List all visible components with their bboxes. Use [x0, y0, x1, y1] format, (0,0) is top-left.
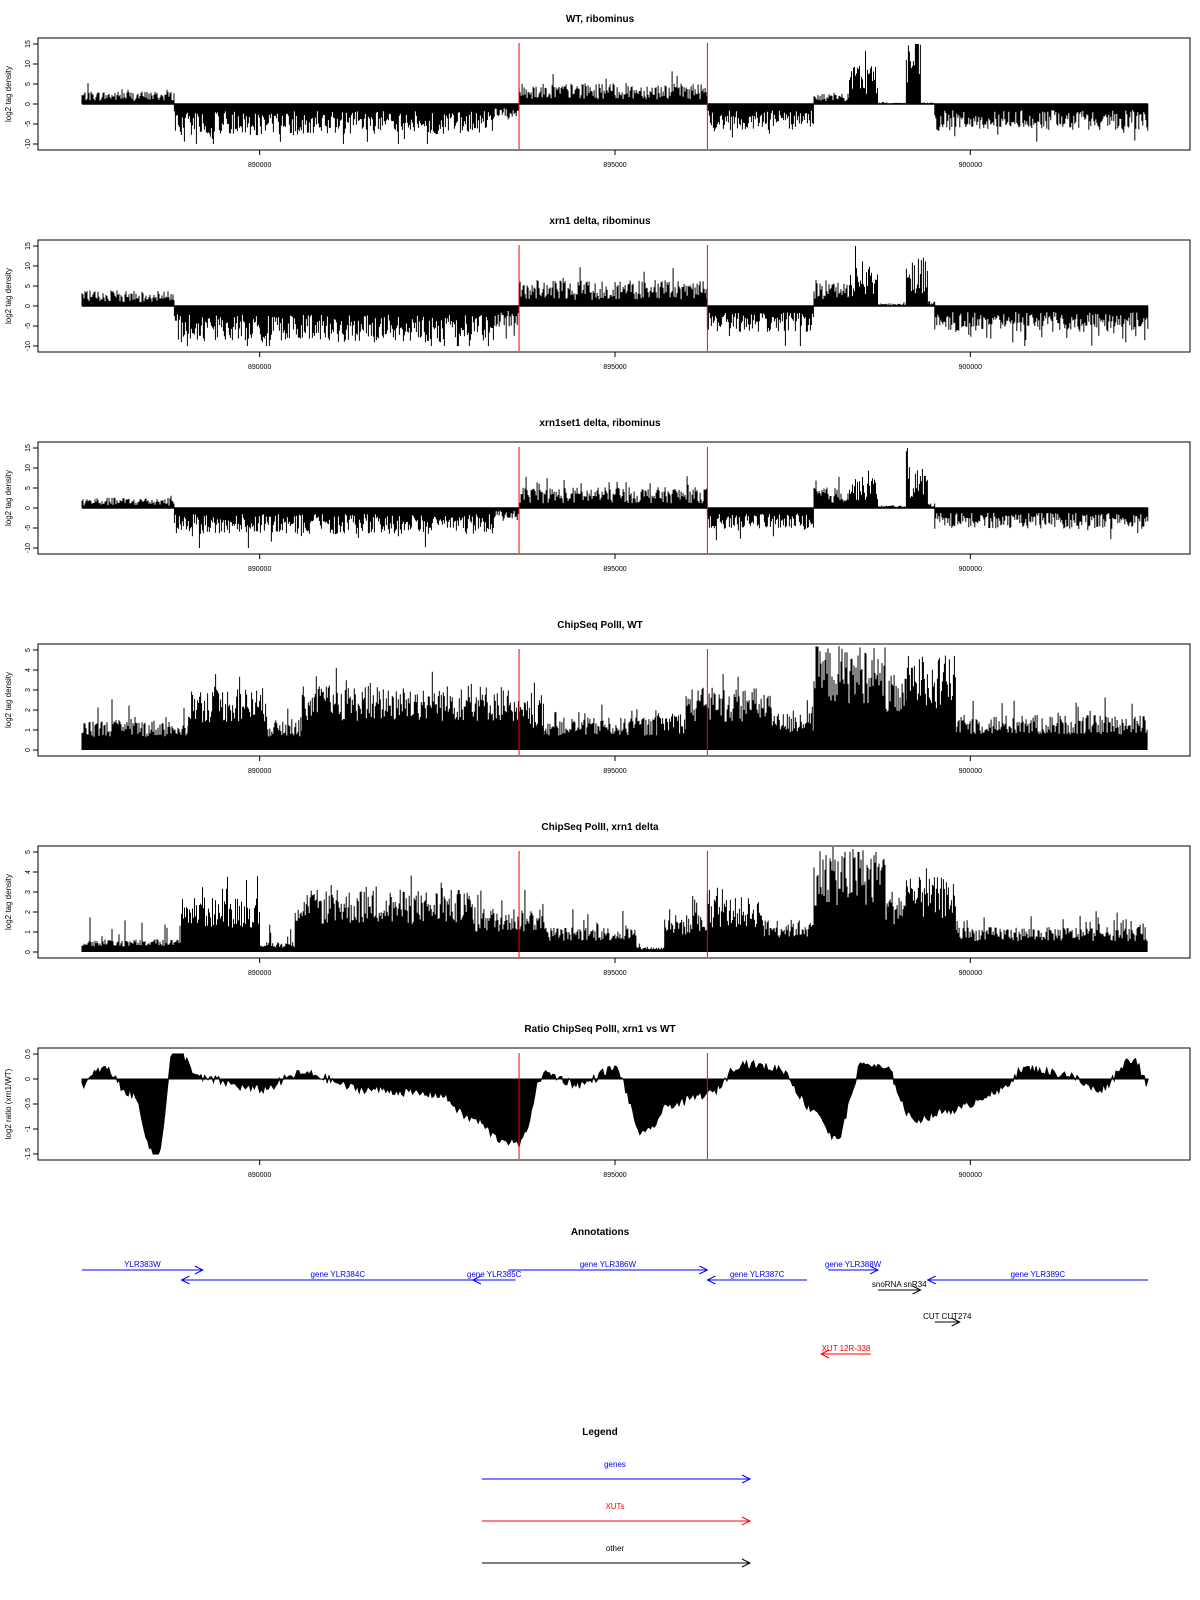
density-bars: [82, 646, 1147, 750]
annotation-other: [872, 1280, 927, 1294]
track-panel-5: [4, 822, 1190, 977]
x-tick-label: 900000: [958, 162, 983, 169]
y-tick-label: 1: [25, 930, 32, 934]
y-axis-label: log2 tag density: [4, 469, 13, 527]
annotation-gene: [928, 1270, 1148, 1284]
y-tick-label: -10: [25, 340, 32, 352]
y-tick-label: -5: [25, 120, 32, 128]
annotation-gene: [181, 1270, 494, 1284]
panel-title: ChipSeq PolII, WT: [557, 620, 643, 631]
feature-label: gene YLR389C: [1010, 1270, 1066, 1279]
y-tick-label: 15: [25, 40, 32, 48]
y-axis-label: log2 ratio (xrn1/WT): [4, 1068, 13, 1140]
y-tick-label: 15: [25, 242, 32, 250]
annotation-gene: [707, 1270, 806, 1284]
feature-label: gene YLR386W: [579, 1260, 637, 1269]
panel-title: ChipSeq PolII, xrn1 delta: [541, 822, 659, 833]
x-tick-label: 895000: [603, 162, 627, 169]
y-axis-label: log2 tag density: [4, 671, 13, 729]
legend-label: genes: [604, 1460, 626, 1469]
y-tick-label: 0: [25, 102, 32, 106]
panel-title: Ratio ChipSeq PolII, xrn1 vs WT: [524, 1024, 676, 1035]
y-tick-label: 0: [25, 950, 32, 954]
legend: [482, 1427, 750, 1567]
y-tick-label: 0: [25, 1077, 32, 1081]
y-tick-label: -5: [25, 524, 32, 532]
annotation-other: [923, 1312, 972, 1326]
y-tick-label: 1: [25, 728, 32, 732]
annotation-gene: [467, 1270, 522, 1284]
y-tick-label: 0.5: [25, 1049, 32, 1059]
density-bars: [82, 246, 1148, 346]
y-tick-label: -10: [25, 138, 32, 150]
panel-title: xrn1 delta, ribominus: [549, 216, 651, 227]
feature-label: gene YLR387C: [729, 1270, 785, 1279]
x-tick-label: 900000: [958, 768, 983, 775]
annotations-track: [82, 1227, 1148, 1358]
y-tick-label: 4: [25, 870, 32, 874]
annotation-gene: [82, 1260, 203, 1274]
y-tick-label: 5: [25, 284, 32, 288]
track-panel-2: [4, 216, 1190, 371]
feature-label: XUT 12R-338: [821, 1344, 871, 1353]
density-bars: [82, 847, 1147, 952]
legend-items: [482, 1460, 750, 1567]
feature-label: CUT CUT274: [923, 1312, 972, 1321]
plot-frame: [38, 1048, 1190, 1160]
legend-item: [482, 1460, 750, 1483]
legend-label: other: [605, 1544, 625, 1553]
density-bars: [82, 44, 1148, 144]
feature-label: snoRNA snR34: [871, 1280, 927, 1289]
x-tick-label: 900000: [958, 566, 983, 573]
y-tick-label: 0: [25, 304, 32, 308]
feature-label: YLR383W: [124, 1260, 161, 1269]
y-tick-label: -10: [25, 542, 32, 554]
x-tick-label: 895000: [603, 970, 627, 977]
y-axis-label: log2 tag density: [4, 267, 13, 325]
annotation-features: [82, 1260, 1148, 1358]
y-tick-label: 0: [25, 748, 32, 752]
density-bars: [82, 448, 1148, 548]
panel-title: WT, ribominus: [565, 14, 635, 25]
feature-label: gene YLR384C: [310, 1270, 366, 1279]
x-tick-label: 895000: [603, 566, 627, 573]
y-tick-label: -0.5: [25, 1097, 32, 1111]
feature-label: gene YLR388W: [824, 1260, 882, 1269]
x-tick-label: 890000: [247, 1172, 272, 1179]
annotation-xut: [821, 1344, 871, 1358]
x-tick-label: 890000: [247, 566, 272, 573]
y-tick-label: 10: [25, 60, 32, 68]
x-tick-label: 890000: [247, 970, 272, 977]
x-tick-label: 890000: [247, 162, 272, 169]
x-tick-label: 895000: [603, 768, 627, 775]
legend-label: XUTs: [605, 1502, 625, 1511]
annotation-gene: [508, 1260, 707, 1274]
y-tick-label: 0: [25, 506, 32, 510]
track-panels: [4, 14, 1190, 1179]
track-panel-1: [4, 14, 1190, 169]
x-tick-label: 895000: [603, 1172, 627, 1179]
y-tick-label: 10: [25, 464, 32, 472]
legend-item: [482, 1502, 750, 1525]
y-tick-label: 2: [25, 708, 32, 712]
y-tick-label: 3: [25, 688, 32, 692]
y-tick-label: 10: [25, 262, 32, 270]
y-tick-label: 4: [25, 668, 32, 672]
y-tick-label: 5: [25, 850, 32, 854]
y-tick-label: 5: [25, 648, 32, 652]
y-tick-label: 2: [25, 910, 32, 914]
x-tick-label: 900000: [958, 364, 983, 371]
y-axis-label: log2 tag density: [4, 65, 13, 123]
panel-title: xrn1set1 delta, ribominus: [539, 418, 661, 429]
legend-title: Legend: [582, 1427, 618, 1438]
y-tick-label: 15: [25, 444, 32, 452]
y-tick-label: -1: [25, 1125, 32, 1133]
x-tick-label: 890000: [247, 768, 272, 775]
y-axis-label: log2 tag density: [4, 873, 13, 931]
x-tick-label: 900000: [958, 970, 983, 977]
annotation-gene: [825, 1260, 882, 1274]
x-tick-label: 890000: [247, 364, 272, 371]
x-tick-label: 900000: [958, 1172, 983, 1179]
track-panel-6: [4, 1024, 1190, 1179]
y-tick-label: 5: [25, 486, 32, 490]
ratio-area: [82, 1054, 1148, 1154]
y-tick-label: -5: [25, 322, 32, 330]
x-tick-label: 895000: [603, 364, 627, 371]
y-tick-label: 5: [25, 82, 32, 86]
track-panel-3: [4, 418, 1190, 573]
y-tick-label: 3: [25, 890, 32, 894]
feature-label: gene YLR385C: [466, 1270, 522, 1279]
y-tick-label: -1.5: [25, 1147, 32, 1161]
track-panel-4: [4, 620, 1190, 775]
annotations-title: Annotations: [570, 1227, 630, 1238]
legend-item: [482, 1544, 750, 1567]
